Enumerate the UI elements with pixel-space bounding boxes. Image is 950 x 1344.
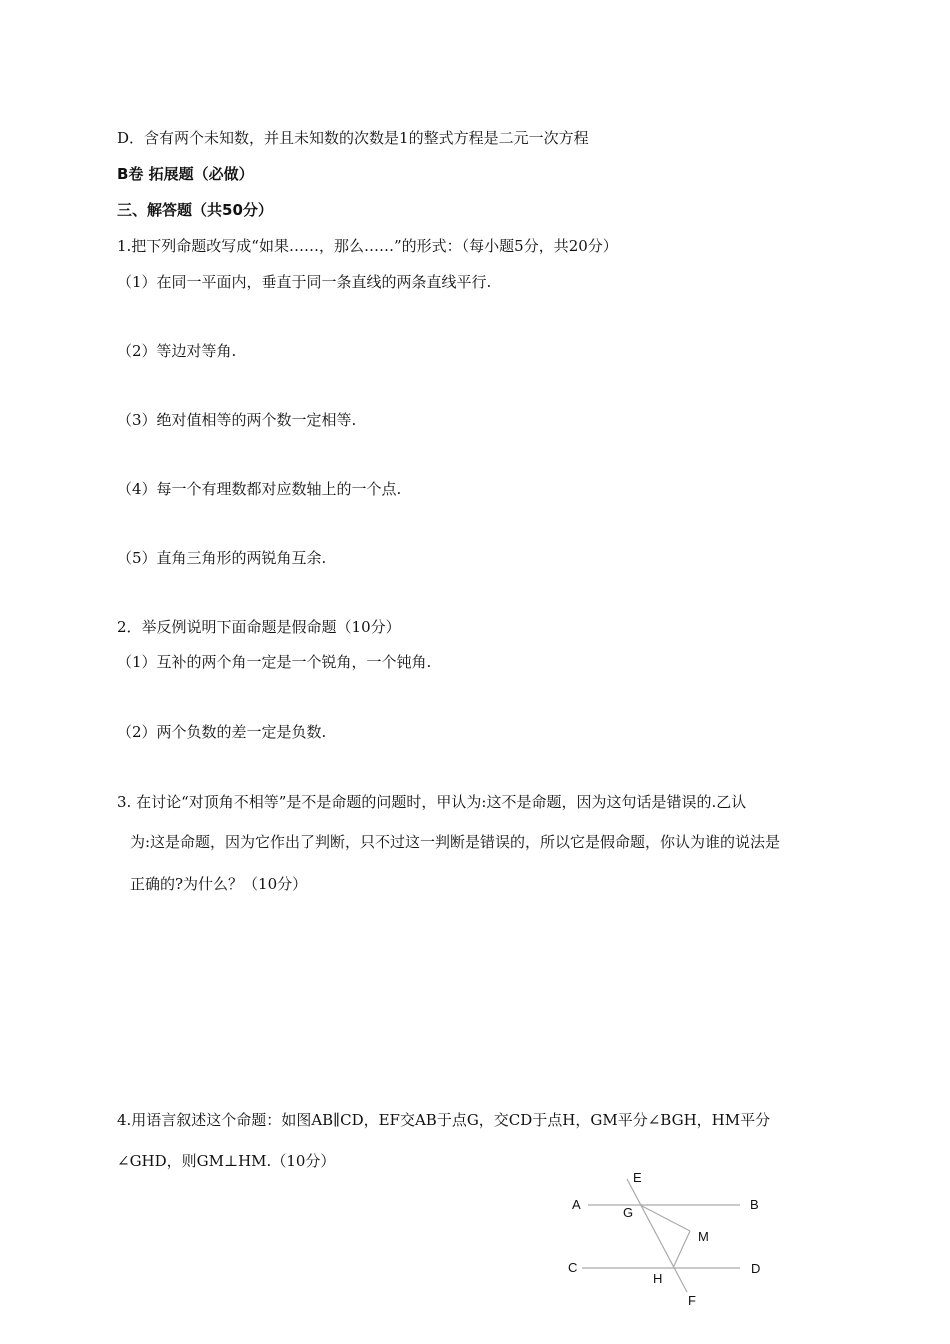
question-4-line-1: 4.用语言叙述这个命题：如图AB∥CD，EF交AB于点G，交CD于点H，GM平分∠BGH，HM平分 bbox=[117, 1111, 771, 1129]
question-1-5: （5）直角三角形的两锐角互余. bbox=[117, 549, 327, 567]
part-3-title: 三、解答题（共50分） bbox=[117, 201, 273, 219]
question-2-2: （2）两个负数的差一定是负数. bbox=[117, 723, 327, 741]
option-d: D．含有两个未知数，并且未知数的次数是1的整式方程是二元一次方程 bbox=[117, 129, 589, 147]
question-3-line-1: 3. 在讨论“对顶角不相等”是不是命题的问题时，甲认为:这不是命题，因为这句话是错误的.乙认 bbox=[117, 793, 747, 811]
question-4-line-2: ∠GHD，则GM⊥HM.（10分） bbox=[117, 1152, 336, 1170]
question-1: 1.把下列命题改写成“如果……，那么……”的形式：（每小题5分，共20分） bbox=[117, 237, 618, 255]
question-3-line-3: 正确的?为什么？（10分） bbox=[130, 875, 308, 893]
label-c: C bbox=[568, 1260, 578, 1275]
question-1-4: （4）每一个有理数都对应数轴上的一个点. bbox=[117, 480, 402, 498]
label-f: F bbox=[688, 1293, 696, 1308]
question-2-1: （1）互补的两个角一定是一个锐角，一个钝角. bbox=[117, 653, 432, 671]
question-1-2: （2）等边对等角. bbox=[117, 342, 237, 360]
section-b-title: B卷 拓展题（必做） bbox=[117, 165, 254, 183]
label-d: D bbox=[751, 1261, 761, 1276]
label-m: M bbox=[698, 1229, 709, 1244]
label-g: G bbox=[623, 1205, 634, 1220]
question-3-line-2: 为:这是命题，因为它作出了判断，只不过这一判断是错误的，所以它是假命题，你认为谁的说法是 bbox=[130, 833, 781, 851]
question-1-3: （3）绝对值相等的两个数一定相等. bbox=[117, 411, 357, 429]
parallel-lines-figure bbox=[560, 1165, 780, 1315]
label-e: E bbox=[633, 1170, 642, 1185]
question-2: 2．举反例说明下面命题是假命题（10分） bbox=[117, 618, 401, 636]
line-hm bbox=[673, 1231, 690, 1268]
label-b: B bbox=[750, 1197, 759, 1212]
label-a: A bbox=[572, 1197, 581, 1212]
question-1-1: （1）在同一平面内，垂直于同一条直线的两条直线平行. bbox=[117, 273, 492, 291]
label-h: H bbox=[653, 1271, 663, 1286]
